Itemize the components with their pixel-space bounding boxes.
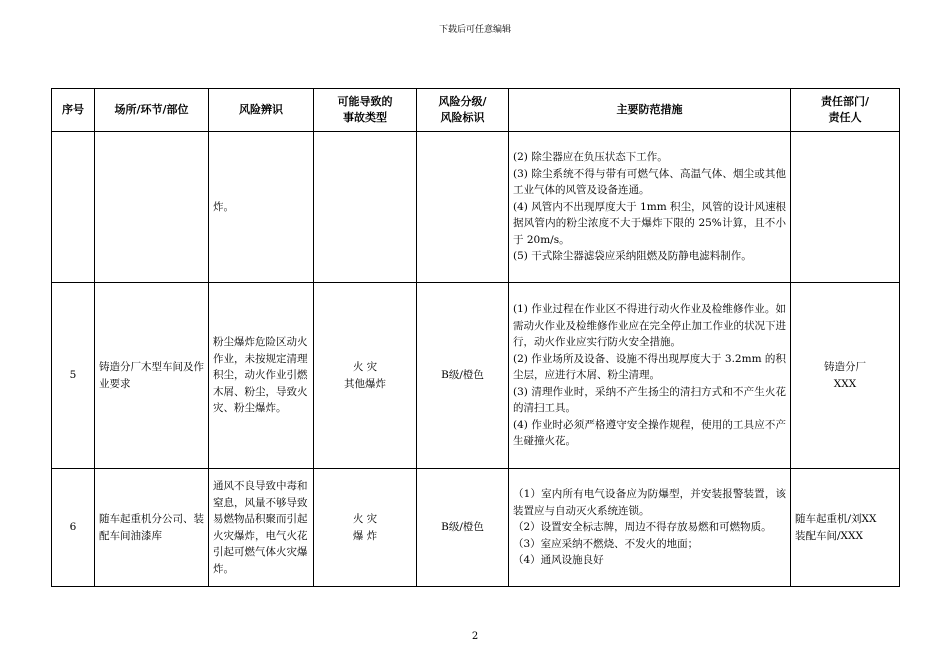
measure-item: (3) 清理作业时，采纳不产生扬尘的清扫方式和不产生火花的清扫工具。: [513, 385, 786, 415]
page-number: 2: [471, 631, 479, 642]
cell-place: 随车起重机分公司、装配车间油漆库: [95, 469, 209, 587]
col-header-level-line1: 风险分级/: [438, 95, 487, 108]
measure-item: (2) 作业场所及设备、设施不得出现厚度大于 3.2mm 的积尘层，应进行木屑、粉尘清理。: [513, 352, 786, 382]
col-header-accident-line2: 事故类型: [343, 111, 387, 124]
cell-risk: 通风不良导致中毒和窒息，风量不够导致易燃物品积聚而引起火灾爆炸，电气火花引起可燃气体火灾爆炸。: [209, 469, 314, 587]
table-row: [52, 132, 900, 283]
col-header-accident: [314, 89, 417, 132]
measure-item: (4) 风管内不出现厚度大于 1mm 积尘，风管的设计风速根据风管内的粉尘浓度不大于爆炸下限的 25%计算，且不小于 20m/s。: [513, 200, 786, 246]
measure-item: (4) 作业时必须严格遵守安全操作规程，使用的工具应不产生碰撞火花。: [513, 418, 786, 448]
col-header-place: 场所/环节/部位: [95, 89, 209, 132]
cell-accident: [314, 283, 417, 469]
measure-item: (2) 除尘器应在负压状态下工作。: [513, 151, 668, 164]
col-header-level-line2: 风险标识: [440, 111, 485, 124]
header-note: 下载后可任意编辑: [438, 25, 511, 35]
accident-line: 火 灾: [352, 513, 378, 525]
cell-level: B级/橙色: [417, 469, 509, 587]
col-header-level: [417, 89, 509, 132]
owner-line: XXX: [833, 377, 857, 390]
measure-item: （4）通风设施良好: [513, 554, 604, 567]
col-header-risk: 风险辨识: [209, 89, 314, 132]
measure-item: （3）室应采纳不燃烧、不发火的地面；: [513, 537, 699, 550]
cell-measures: [509, 283, 791, 469]
cell-place: 铸造分厂木型车间及作业要求: [95, 283, 209, 469]
cell-no: 6: [52, 469, 95, 587]
cell-owner: [791, 283, 900, 469]
col-header-owner: [791, 89, 900, 132]
cell-accident: [314, 469, 417, 587]
cell-owner: [791, 132, 900, 283]
col-header-owner-line1: 责任部门/: [820, 95, 870, 108]
cell-accident: [314, 132, 417, 283]
owner-line: 随车起重机/刘XX: [795, 513, 877, 525]
measure-item: （2）设置安全标志牌，周边不得存放易燃和可燃物质。: [513, 521, 772, 534]
cell-place: [95, 132, 209, 283]
table-row: [52, 283, 900, 469]
cell-risk: 粉尘爆炸危险区动火作业，未按规定清理积尘，动火作业引燃木屑、粉尘，导致火灾、粉尘爆炸。: [209, 283, 314, 469]
measure-item: （1）室内所有电气设备应为防爆型，并安装报警装置，该装置应与自动灭火系统连锁。: [513, 488, 786, 517]
cell-owner: [791, 469, 900, 587]
measure-item: (1) 作业过程在作业区不得进行动火作业及检维修作业。如需动火作业及检维修作业应在完全停止加工作业的状况下进行，动火作业应实行防火安全措施。: [513, 303, 786, 349]
col-header-owner-line2: 责任人: [828, 111, 862, 124]
cell-no: 5: [52, 283, 95, 469]
col-header-no: 序号: [52, 89, 95, 132]
cell-measures: [509, 132, 791, 283]
cell-risk: 炸。: [209, 132, 314, 283]
owner-line: 装配车间/XXX: [795, 529, 863, 542]
cell-measures: [509, 469, 791, 587]
accident-line: 爆 炸: [352, 529, 378, 542]
cell-no: [52, 132, 95, 283]
accident-line: 其他爆炸: [344, 377, 386, 390]
cell-level: B级/橙色: [417, 283, 509, 469]
risk-table: [51, 88, 900, 587]
cell-level: [417, 132, 509, 283]
table-header-row: [52, 89, 900, 132]
measure-item: (5) 干式除尘器滤袋应采纳阻燃及防静电滤料制作。: [513, 250, 752, 263]
col-header-measures: 主要防范措施: [509, 89, 791, 132]
owner-line: 铸造分厂: [824, 361, 866, 373]
accident-line: 火 灾: [352, 361, 378, 373]
table-row: [52, 469, 900, 587]
col-header-accident-line1: 可能导致的: [337, 95, 393, 108]
measure-item: (3) 除尘系统不得与带有可燃气体、高温气体、烟尘或其他工业气体的风管及设备连通。: [513, 167, 786, 197]
